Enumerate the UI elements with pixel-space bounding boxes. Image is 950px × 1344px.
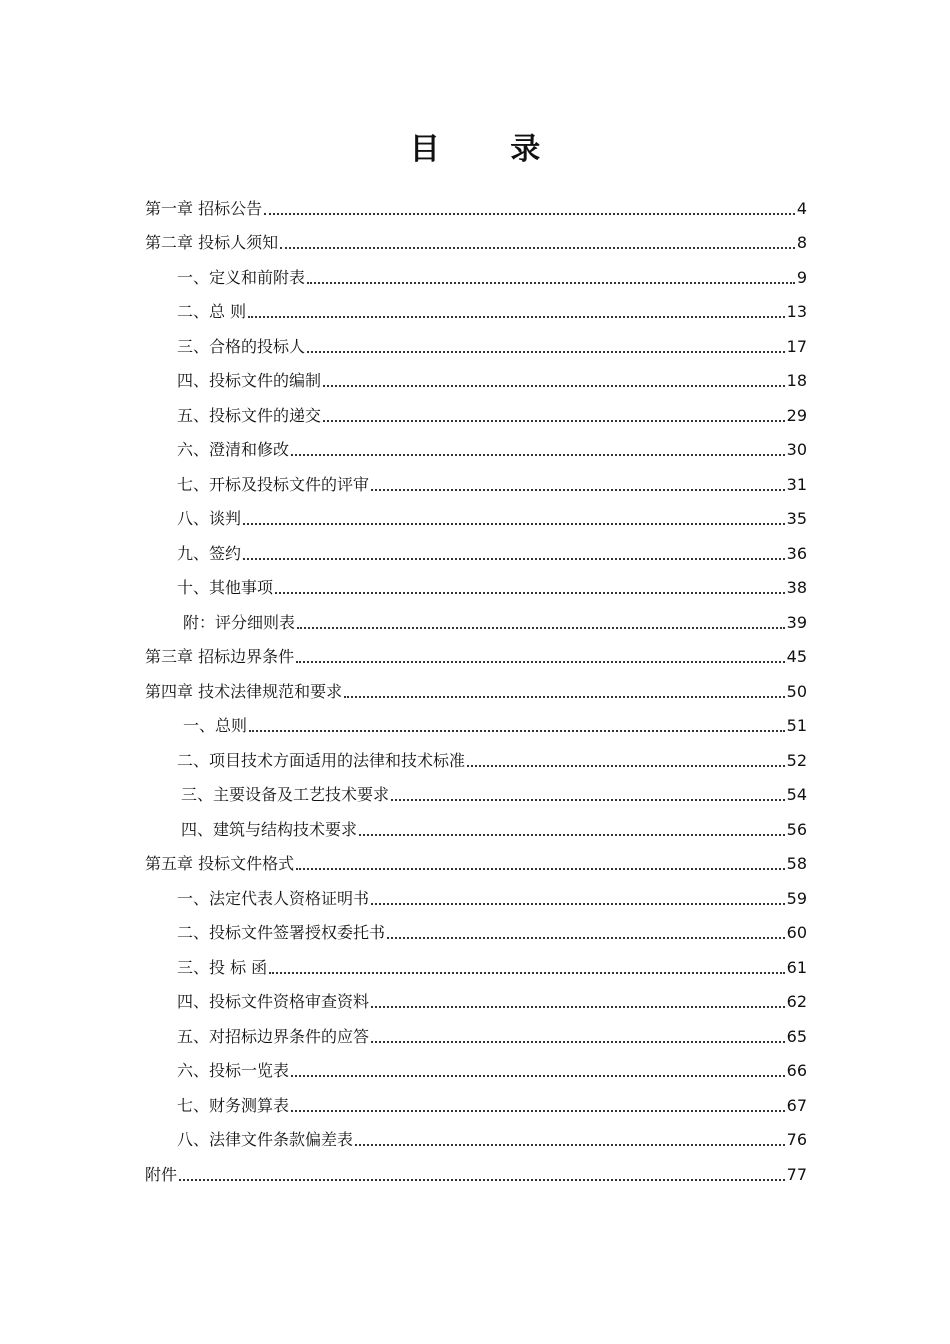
toc-entry-label: 十、其他事项 <box>177 578 274 597</box>
toc-entry-label: 二、总 则 <box>177 302 247 321</box>
dot-leader <box>296 661 785 663</box>
toc-entry[interactable] <box>145 736 807 771</box>
toc-entry[interactable] <box>145 943 807 978</box>
toc-entry[interactable] <box>145 426 807 461</box>
toc-entry-label: 三、投 标 函 <box>177 957 268 977</box>
dot-leader <box>359 834 785 836</box>
toc-entry-page-number: 13 <box>786 302 807 321</box>
toc-entry[interactable] <box>145 633 807 668</box>
toc-entry-label: 一、总则 <box>183 716 248 735</box>
dot-leader <box>280 247 795 249</box>
toc-entry-page-number: 8 <box>796 233 807 252</box>
toc-entry[interactable] <box>145 184 807 219</box>
toc-entry[interactable] <box>145 771 807 806</box>
toc-entry-page-number: 62 <box>786 992 807 1011</box>
dot-leader <box>297 627 785 629</box>
dot-leader <box>344 696 785 698</box>
toc-entry-label: 三、主要设备及工艺技术要求 <box>181 785 390 804</box>
toc-entry[interactable] <box>145 598 807 633</box>
toc-entry-label: 二、投标文件签署授权委托书 <box>177 923 386 942</box>
toc-entry-label: 第二章 投标人须知 <box>145 233 279 252</box>
toc-entry[interactable] <box>145 1116 807 1151</box>
dot-leader <box>269 972 784 974</box>
toc-entry[interactable] <box>145 529 807 564</box>
toc-entry-label: 五、对招标边界条件的应答 <box>177 1026 370 1046</box>
dot-leader <box>291 454 785 456</box>
dot-leader <box>264 213 795 215</box>
toc-entry[interactable] <box>145 288 807 323</box>
toc-entry[interactable] <box>145 667 807 702</box>
dot-leader <box>371 1006 785 1008</box>
dot-leader <box>296 868 785 870</box>
toc-entry-label: 附：评分细则表 <box>183 612 296 632</box>
toc-entry-page-number: 17 <box>786 336 807 356</box>
toc-entry-label: 三、合格的投标人 <box>177 336 306 356</box>
toc-entry-page-number: 35 <box>786 509 807 528</box>
toc-entry-page-number: 39 <box>786 612 807 632</box>
toc-entry[interactable] <box>145 322 807 357</box>
table-of-contents <box>145 184 807 1185</box>
toc-entry-label: 第三章 招标边界条件 <box>145 647 295 666</box>
dot-leader <box>467 765 785 767</box>
toc-entry[interactable] <box>145 564 807 599</box>
toc-entry-label: 七、财务测算表 <box>177 1095 290 1115</box>
toc-entry-label: 五、投标文件的递交 <box>177 405 322 425</box>
toc-entry[interactable] <box>145 1081 807 1116</box>
toc-entry-label: 九、签约 <box>177 543 242 563</box>
toc-entry-label: 四、建筑与结构技术要求 <box>181 819 358 839</box>
toc-entry[interactable] <box>145 253 807 288</box>
toc-entry-label: 附件 <box>145 1164 178 1184</box>
toc-entry-label: 七、开标及投标文件的评审 <box>177 474 370 494</box>
toc-entry-page-number: 58 <box>786 854 807 873</box>
dot-leader <box>323 420 785 422</box>
toc-entry[interactable] <box>145 909 807 944</box>
toc-entry[interactable] <box>145 460 807 495</box>
dot-leader <box>248 316 785 318</box>
toc-entry[interactable] <box>145 495 807 530</box>
toc-entry-page-number: 59 <box>786 888 807 908</box>
toc-entry-page-number: 66 <box>786 1061 807 1080</box>
dot-leader <box>291 1110 785 1112</box>
toc-entry-page-number: 29 <box>786 405 807 425</box>
toc-entry-label: 第一章 招标公告 <box>145 198 263 218</box>
toc-entry-page-number: 30 <box>786 440 807 459</box>
dot-leader <box>307 351 785 353</box>
dot-leader <box>391 799 785 801</box>
toc-entry-label: 六、投标一览表 <box>177 1061 290 1080</box>
toc-entry-page-number: 61 <box>786 957 807 977</box>
toc-entry[interactable] <box>145 219 807 254</box>
toc-entry-page-number: 36 <box>786 543 807 563</box>
toc-entry[interactable] <box>145 840 807 875</box>
dot-leader <box>323 385 785 387</box>
toc-entry-page-number: 38 <box>786 578 807 597</box>
toc-entry-label: 一、法定代表人资格证明书 <box>177 888 370 908</box>
toc-entry-page-number: 60 <box>786 923 807 942</box>
toc-entry-label: 八、谈判 <box>177 509 242 528</box>
toc-entry-label: 四、投标文件资格审查资料 <box>177 992 370 1011</box>
toc-entry-page-number: 77 <box>786 1164 807 1184</box>
toc-entry[interactable] <box>145 391 807 426</box>
toc-entry-label: 二、项目技术方面适用的法律和技术标准 <box>177 750 466 770</box>
toc-entry[interactable] <box>145 1150 807 1185</box>
dot-leader <box>249 730 785 732</box>
dot-leader <box>275 592 785 594</box>
toc-entry-page-number: 4 <box>796 198 807 218</box>
toc-entry-page-number: 52 <box>786 750 807 770</box>
toc-entry[interactable] <box>145 702 807 737</box>
toc-entry[interactable] <box>145 357 807 392</box>
toc-entry[interactable] <box>145 978 807 1013</box>
page-title: 目 录 <box>409 132 571 167</box>
toc-entry-page-number: 51 <box>786 716 807 735</box>
toc-entry-page-number: 31 <box>786 474 807 494</box>
toc-entry-label: 第五章 投标文件格式 <box>145 854 295 873</box>
dot-leader <box>243 558 785 560</box>
toc-entry-page-number: 56 <box>786 819 807 839</box>
toc-entry-label: 八、法律文件条款偏差表 <box>177 1130 354 1149</box>
toc-entry-page-number: 18 <box>786 371 807 390</box>
toc-entry-page-number: 54 <box>786 785 807 804</box>
toc-entry[interactable] <box>145 1012 807 1047</box>
toc-entry[interactable] <box>145 1047 807 1082</box>
dot-leader <box>371 489 785 491</box>
toc-entry-page-number: 9 <box>796 267 807 287</box>
toc-entry[interactable] <box>145 874 807 909</box>
toc-entry-page-number: 76 <box>786 1130 807 1149</box>
toc-entry-label: 第四章 技术法律规范和要求 <box>145 681 343 701</box>
toc-entry-label: 六、澄清和修改 <box>177 440 290 459</box>
dot-leader <box>371 1041 785 1043</box>
dot-leader <box>371 903 785 905</box>
toc-entry-page-number: 45 <box>786 647 807 666</box>
dot-leader <box>387 937 785 939</box>
dot-leader <box>307 282 795 284</box>
dot-leader <box>355 1144 785 1146</box>
dot-leader <box>291 1075 785 1077</box>
toc-entry-page-number: 67 <box>786 1095 807 1115</box>
dot-leader <box>179 1179 785 1181</box>
toc-entry-label: 四、投标文件的编制 <box>177 371 322 390</box>
toc-entry-page-number: 50 <box>786 681 807 701</box>
toc-entry-page-number: 65 <box>786 1026 807 1046</box>
toc-entry-label: 一、定义和前附表 <box>177 267 306 287</box>
toc-entry[interactable] <box>145 805 807 840</box>
dot-leader <box>243 523 785 525</box>
